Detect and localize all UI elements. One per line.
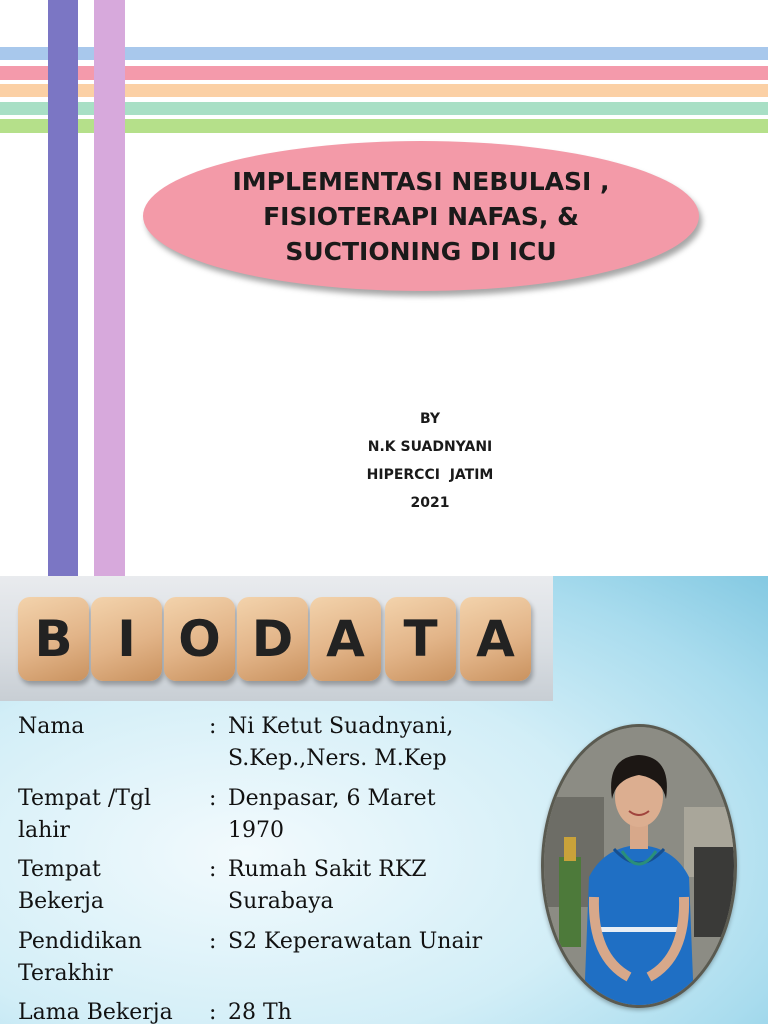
bio-label: Pendidikan Terakhir — [18, 929, 142, 986]
block-letter: I — [117, 610, 136, 668]
bio-label: Tempat Bekerja — [18, 857, 104, 914]
title-line-1: IMPLEMENTASI NEBULASI , — [232, 166, 610, 196]
biodata-slide — [0, 576, 768, 1024]
block-letter: B — [34, 610, 73, 668]
letter-block — [310, 597, 381, 681]
bio-value: Ni Ketut Suadnyani, S.Kep.,Ners. M.Kep — [228, 714, 454, 771]
letter-block — [460, 597, 531, 681]
year: 2021 — [410, 495, 450, 511]
block-letter: D — [251, 610, 294, 668]
bio-label: Lama Bekerja — [18, 1000, 173, 1024]
bio-colon: : — [209, 1000, 217, 1024]
bio-colon: : — [209, 714, 217, 739]
author-block — [330, 405, 530, 517]
portrait-illustration — [544, 727, 734, 1005]
bio-value: Rumah Sakit RKZ Surabaya — [228, 857, 427, 914]
bio-value: 28 Th — [228, 1000, 292, 1024]
bio-value: Denpasar, 6 Maret 1970 — [228, 786, 436, 843]
block-letter: T — [403, 610, 438, 668]
organization: HIPERCCI JATIM — [366, 467, 494, 483]
author-name: N.K SUADNYANI — [367, 439, 493, 455]
by-label: BY — [419, 411, 441, 427]
bio-colon: : — [209, 786, 217, 811]
bio-label: Nama — [18, 714, 85, 739]
biodata-blocks-image — [0, 576, 553, 701]
title-oval — [143, 141, 699, 291]
title-line-2: FISIOTERAPI NAFAS, & — [263, 201, 579, 231]
bio-colon: : — [209, 929, 217, 954]
letter-block — [18, 597, 89, 681]
bio-value: S2 Keperawatan Unair — [228, 929, 483, 954]
letter-block — [385, 597, 456, 681]
bar-purple — [48, 0, 78, 576]
bar-lilac — [94, 0, 125, 576]
block-letter: O — [178, 610, 221, 668]
letter-block — [91, 597, 162, 681]
block-letter: A — [476, 610, 515, 668]
block-letter: A — [326, 610, 365, 668]
letter-block — [237, 597, 308, 681]
title-line-3: SUCTIONING DI ICU — [285, 236, 557, 266]
profile-photo — [541, 724, 737, 1008]
bio-colon: : — [209, 857, 217, 882]
letter-block — [164, 597, 235, 681]
bio-label: Tempat /Tgl lahir — [18, 786, 152, 843]
